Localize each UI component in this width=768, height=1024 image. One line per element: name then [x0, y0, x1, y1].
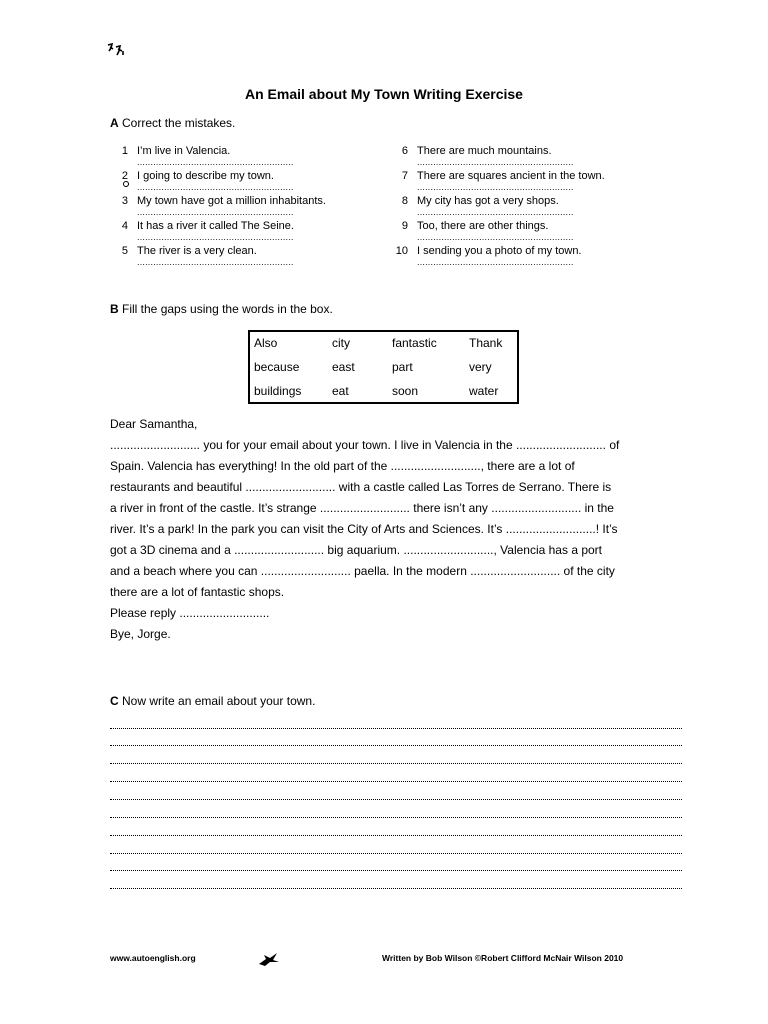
answer-line: .......................................................... — [417, 232, 574, 242]
item-number: 5 — [121, 245, 128, 257]
section-c-instruction: Now write an email about your town. — [122, 694, 316, 708]
word-box-word: east — [332, 360, 355, 374]
answer-line: .......................................................... — [137, 232, 294, 242]
letter-line: river. It’s a park! In the park you can visit the City of Arts and Sciences. It’s ...........................! It’s — [110, 522, 618, 536]
section-b-instruction: Fill the gaps using the words in the box. — [122, 302, 333, 316]
letter-line: and a beach where you can ........................... paella. In the modern ........................... of the city — [110, 564, 615, 578]
footer-website-link[interactable]: www.autoenglish.org — [110, 953, 196, 963]
item-sentence: I’m live in Valencia. — [137, 145, 231, 157]
letter-line: a river in front of the castle. It’s strange ........................... there isn’t any ........................... in the — [110, 501, 614, 515]
word-box-word: water — [469, 384, 499, 398]
item-sentence: There are squares ancient in the town. — [417, 170, 605, 182]
word-box-word: Also — [254, 336, 278, 350]
item-number: 10 — [395, 245, 408, 257]
item-sentence: I sending you a photo of my town. — [417, 245, 582, 257]
word-box-word: soon — [392, 384, 419, 398]
word-box-word: fantastic — [392, 336, 437, 350]
gap-fill-letter — [110, 414, 670, 645]
section-c-letter: C — [110, 694, 119, 708]
writing-line[interactable] — [110, 888, 682, 889]
answer-line: .......................................................... — [417, 182, 574, 192]
writing-line[interactable] — [110, 870, 682, 871]
writing-line[interactable] — [110, 853, 682, 854]
writing-line[interactable] — [110, 763, 682, 764]
item-number: 9 — [401, 220, 408, 232]
word-box-word: Thank — [469, 336, 503, 350]
letter-line: there are a lot of fantastic shops. — [110, 585, 285, 599]
item-sentence: Too, there are other things. — [417, 220, 549, 232]
section-a-heading — [110, 116, 235, 130]
bird-logo-icon — [257, 950, 281, 968]
item-number: 6 — [401, 145, 408, 157]
word-box-word: part — [392, 360, 413, 374]
item-number: 3 — [121, 195, 128, 207]
top-logo-icon — [106, 42, 126, 58]
stray-mark — [123, 181, 129, 187]
word-box-word: very — [469, 360, 492, 374]
section-a-instruction: Correct the mistakes. — [122, 116, 236, 130]
letter-line: Dear Samantha, — [110, 417, 198, 431]
item-sentence: I going to describe my town. — [137, 170, 274, 182]
writing-line[interactable] — [110, 835, 682, 836]
letter-line: Please reply ........................... — [110, 606, 270, 620]
letter-line: restaurants and beautiful ........................... with a castle called Las Torres de Serrano. There is — [110, 480, 612, 494]
item-number: 7 — [401, 170, 408, 182]
answer-line: .......................................................... — [417, 157, 574, 167]
section-b-heading — [110, 302, 333, 316]
answer-line: .......................................................... — [417, 207, 574, 217]
item-sentence: My city has got a very shops. — [417, 195, 559, 207]
answer-line: .......................................................... — [137, 182, 294, 192]
word-box-word: because — [254, 360, 300, 374]
writing-line[interactable] — [110, 817, 682, 818]
section-c-heading — [110, 694, 315, 708]
item-sentence: My town have got a million inhabitants. — [137, 195, 326, 207]
writing-line[interactable] — [110, 728, 682, 729]
word-box — [248, 330, 519, 404]
answer-line: .......................................................... — [137, 257, 294, 267]
item-number: 4 — [121, 220, 128, 232]
word-box-word: eat — [332, 384, 349, 398]
word-box-word: buildings — [254, 384, 302, 398]
answer-line: .......................................................... — [137, 157, 294, 167]
item-number: 2 — [121, 170, 128, 182]
page-title: An Email about My Town Writing Exercise — [245, 86, 523, 102]
writing-line[interactable] — [110, 799, 682, 800]
letter-line: got a 3D cinema and a ........................... big aquarium. ..........................., Valencia has a port — [110, 543, 602, 557]
item-sentence: There are much mountains. — [417, 145, 552, 157]
writing-line[interactable] — [110, 781, 682, 782]
item-sentence: The river is a very clean. — [137, 245, 257, 257]
letter-line: ........................... you for your email about your town. I live in Valencia in the ........................... of — [110, 438, 620, 452]
letter-line: Bye, Jorge. — [110, 627, 171, 641]
answer-line: .......................................................... — [417, 257, 574, 267]
word-box-word: city — [332, 336, 350, 350]
item-number: 8 — [401, 195, 408, 207]
writing-line[interactable] — [110, 745, 682, 746]
section-b-letter: B — [110, 302, 119, 316]
item-number: 1 — [121, 145, 128, 157]
section-a-letter: A — [110, 116, 119, 130]
answer-line: .......................................................... — [137, 207, 294, 217]
item-sentence: It has a river it called The Seine. — [137, 220, 294, 232]
letter-line: Spain. Valencia has everything! In the old part of the ..........................., there are a lot of — [110, 459, 575, 473]
footer-credit: Written by Bob Wilson ©Robert Clifford McNair Wilson 2010 — [382, 953, 624, 963]
